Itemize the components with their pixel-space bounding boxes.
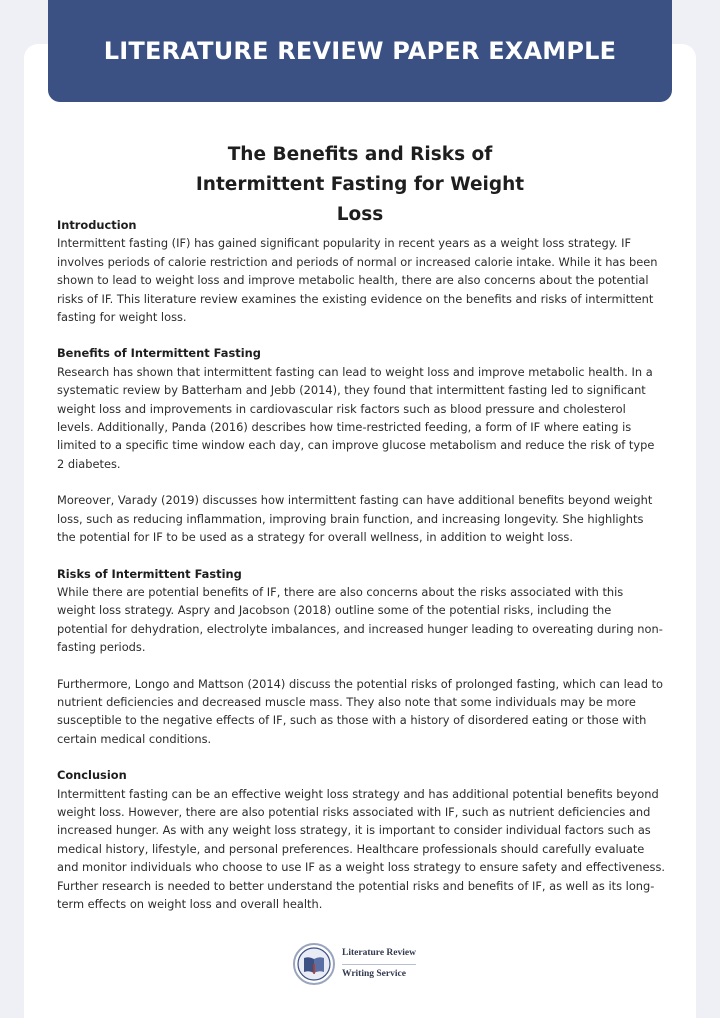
section-paragraph: Moreover, Varady (2019) discusses how intermittent fasting can have additional benefits beyond weight loss, such as reducing inflammation, improving brain function, and increasing longevity. She highlights the potential for IF to be used as a strategy for overall wellness, in addition to weight loss. xyxy=(57,493,653,545)
logo-text xyxy=(342,949,416,979)
section-heading: Benefits of Intermittent Fasting xyxy=(57,346,261,361)
banner-title: LITERATURE REVIEW PAPER EXAMPLE xyxy=(103,37,617,65)
section-risks xyxy=(57,565,665,749)
document-body xyxy=(57,216,665,913)
section-paragraph: Furthermore, Longo and Mattson (2014) discuss the potential risks of prolonged fasting, which can lead to nutrient deficiencies and decreased muscle mass. They also note that some individuals may be more susceptible to the negative effects of IF, such as those with a history of disordered eating or those with certain medical conditions. xyxy=(57,676,664,746)
section-conclusion xyxy=(57,766,665,913)
section-paragraph: While there are potential benefits of IF, there are also concerns about the risks associated with this weight loss strategy. Aspry and Jacobson (2018) outline some of the potential risks, including the potential for dehydration, electrolyte imbalances, and increased hunger leading to overeating during non-fasting periods. xyxy=(57,584,663,655)
section-heading: Risks of Intermittent Fasting xyxy=(57,566,242,581)
section-heading: Introduction xyxy=(57,218,137,232)
section-paragraph: Intermittent fasting can be an effective weight loss strategy and has additional potential benefits beyond weight loss. However, there are also potential risks associated with IF, such as nutrient deficiencies and increased hunger. As with any weight loss strategy, it is important to consider individual factors such as medical history, lifestyle, and personal preferences. Healthcare professionals should carefully evaluate and monitor individuals who choose to use IF as a weight loss strategy to ensure safety and effectiveness. Further research is needed to better understand the potential risks and benefits of IF, as well as its long-term effects on weight loss and overall health. xyxy=(57,786,665,911)
section-introduction xyxy=(57,216,665,326)
section-paragraph: Intermittent fasting (IF) has gained significant popularity in recent years as a weight loss strategy. IF involves periods of calorie restriction and periods of normal or increased calorie intake. While it has been shown to lead to weight loss and improve metabolic health, there are also concerns about the potential risks of IF. This literature review examines the existing evidence on the benefits and risks of intermittent fasting for weight loss. xyxy=(57,236,658,325)
section-paragraph: Research has shown that intermittent fasting can lead to weight loss and improve metabolic health. In a systematic review by Batterham and Jebb (2014), they found that intermittent fasting led to significant weight loss and improvements in cardiovascular risk factors such as blood pressure and cholesterol levels. Additionally, Panda (2016) describes how time-restricted feeding, a form of IF where eating is limited to a specific time window each day, can improve glucose metabolism and reduce the risk of type 2 diabetes. xyxy=(57,364,655,471)
logo-line-1: Literature Review xyxy=(342,949,416,965)
section-benefits xyxy=(57,344,665,546)
header-banner xyxy=(48,0,672,102)
logo-line-2: Writing Service xyxy=(342,968,406,979)
section-heading: Conclusion xyxy=(57,768,127,783)
document-title-text: The Benefits and Risks of Intermittent Fasting for Weight Loss xyxy=(195,144,525,225)
open-book-icon xyxy=(292,942,336,986)
service-logo xyxy=(292,940,437,988)
